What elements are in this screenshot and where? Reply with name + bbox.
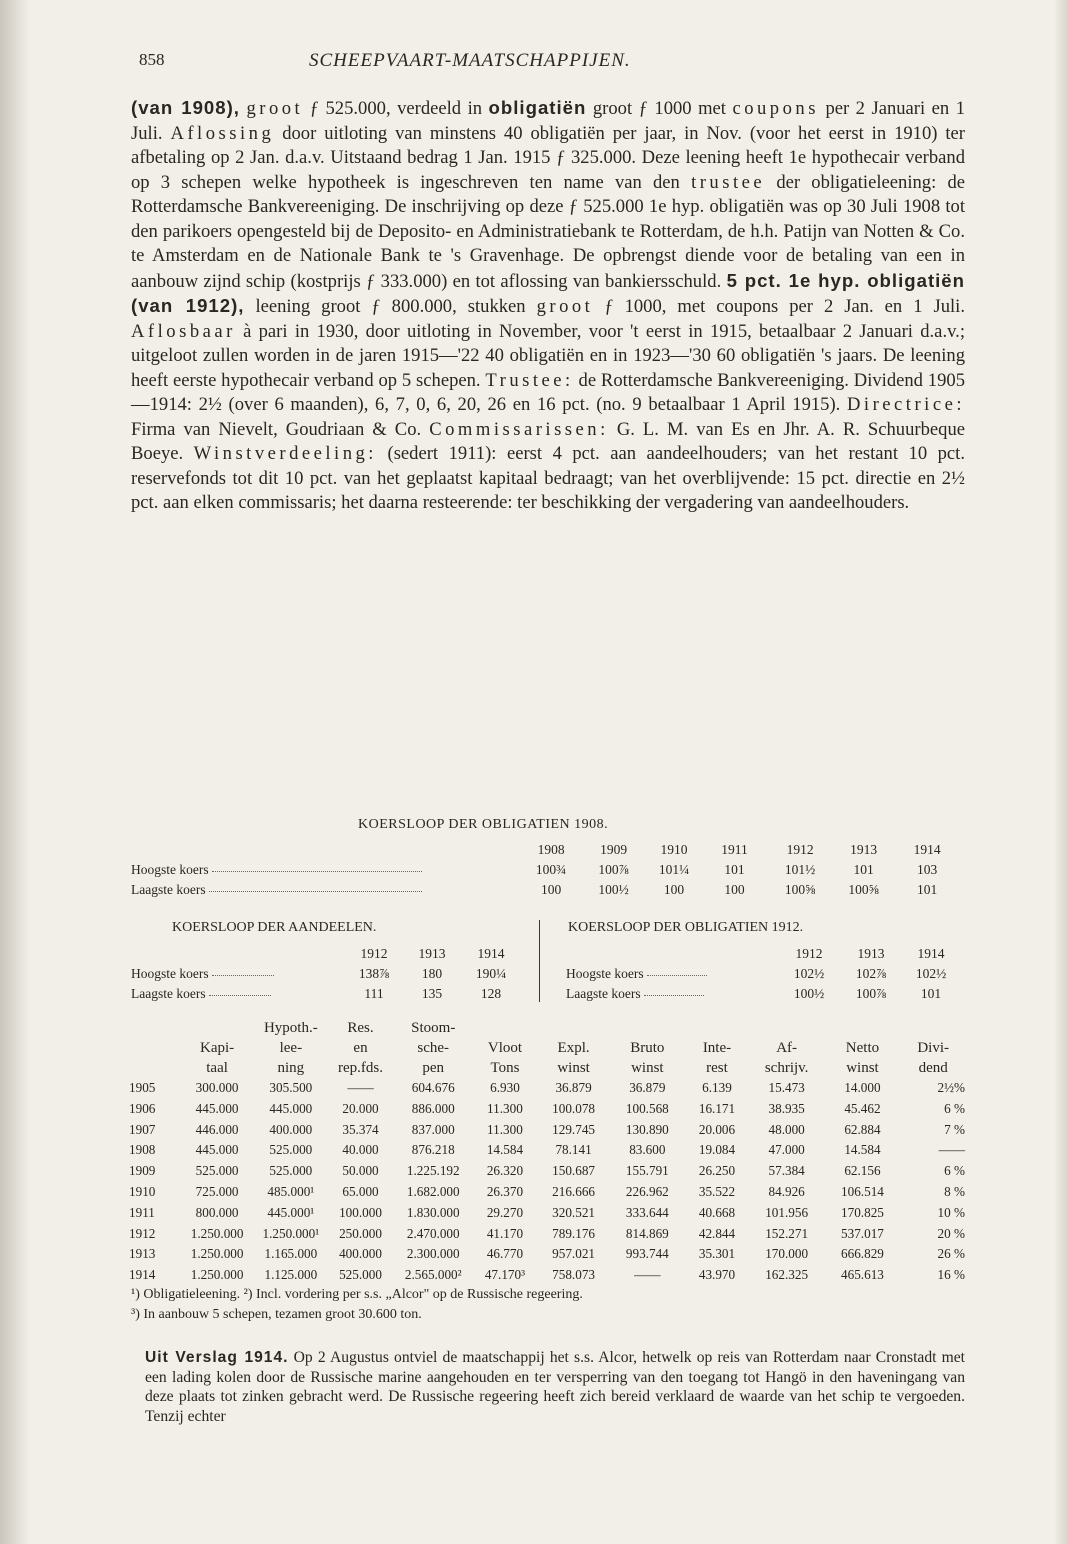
text-run: G. L. M. van Es en Jhr. A. R. Schuurbeque Boeye. (131, 418, 965, 464)
table-cell: 101¼ (658, 862, 690, 877)
text-run: ƒ 1000, met coupons per 2 Jan. en 1 Juli. (604, 296, 965, 317)
text-run: per 2 Januari en 1 Juli. (131, 98, 965, 144)
text-run: Firma van Nievelt, Goudriaan & Co. (131, 418, 422, 440)
table-cell: 2½% (937, 1080, 965, 1095)
column-header: schrijv. (764, 1060, 809, 1076)
column-header: Stoom- (411, 1020, 456, 1036)
table-header-row (129, 1058, 965, 1078)
table-header-row (129, 1038, 965, 1058)
table-cell: 20 % (937, 1225, 965, 1241)
table-cell: 250.000 (339, 1225, 382, 1241)
table-cell: 162.325 (765, 1267, 809, 1283)
leader-dots (209, 994, 271, 996)
table-cell: 100 (540, 882, 562, 897)
table-cell: 170.825 (841, 1204, 884, 1220)
table-cell: 36.879 (629, 1080, 666, 1095)
table-cell: 101 (724, 862, 745, 877)
year-cell: 1907 (129, 1121, 156, 1137)
table-cell: 29.270 (486, 1204, 524, 1220)
year-cell: 1912 (129, 1225, 156, 1241)
table-cell: 1.165.000 (264, 1246, 318, 1262)
bold-term: obligatiën (488, 97, 587, 118)
page-edge-shadow (1054, 0, 1068, 1544)
table-row (129, 1224, 965, 1245)
table-cell: 111 (364, 986, 384, 1001)
table-cell: 604.676 (411, 1080, 455, 1095)
spaced-term: Aflossing (170, 122, 275, 144)
text-run: door uitloting van minstens 40 obligatiën per jaar, in Nov. (voor het eerst in 1910) ter afbetaling op 2 Jan. d.a.v. Uitstaand bedrag 1 Jan. 1915 ƒ 325.000. Deze leening heeft 1e hypothecair verband op 3 schepen welke hypotheek is ingeschreven ten name van den (131, 122, 965, 193)
table-cell: 130.890 (625, 1121, 669, 1137)
year-header: 1914 (477, 946, 505, 961)
table-cell: 78.141 (555, 1142, 592, 1158)
table-cell: 57.384 (768, 1163, 805, 1179)
table-cell: 100½ (598, 882, 629, 897)
page-number: 858 (139, 50, 165, 69)
table-cell: 100⅞ (598, 862, 629, 877)
column-header: Res. (347, 1020, 374, 1036)
table-cell: 1.682.000 (406, 1183, 460, 1199)
koers-oblig-1908-table (131, 840, 961, 900)
table-cell: 525.000 (195, 1163, 239, 1179)
table-cell: 216.666 (552, 1183, 595, 1199)
table-cell: 537.017 (841, 1225, 884, 1241)
column-header: rep.fds. (338, 1060, 383, 1076)
year-header: 1908 (537, 842, 565, 857)
year-cell: 1911 (129, 1204, 155, 1220)
table-cell: 84.926 (768, 1183, 805, 1199)
table-cell: 485.000¹ (267, 1183, 315, 1199)
table-cell: —— (634, 1267, 661, 1283)
table-cell: —— (347, 1080, 374, 1095)
column-header: Tons (490, 1060, 520, 1076)
table-cell: 20.006 (698, 1121, 736, 1137)
table-cell: 38.935 (768, 1100, 805, 1116)
table-cell: 100.000 (339, 1204, 382, 1220)
table-cell: 106.514 (841, 1183, 884, 1199)
row-label: Laagste koers (131, 986, 206, 1001)
year-cell: 1906 (129, 1100, 156, 1116)
leader-dots (209, 890, 422, 892)
table-cell: 65.000 (342, 1183, 379, 1199)
table-cell: 180 (421, 966, 443, 981)
table-row (129, 1078, 965, 1099)
table-cell: 100 (663, 882, 685, 897)
spaced-term: Trustee: (485, 369, 574, 391)
table-cell: 26.370 (486, 1183, 524, 1199)
table-cell: 445.000 (269, 1100, 313, 1116)
table-cell: 19.084 (698, 1142, 736, 1158)
table-cell: 83.600 (629, 1142, 666, 1158)
table-row (129, 1120, 965, 1141)
table-cell: 26.320 (486, 1163, 524, 1179)
year-header: 1912 (786, 842, 814, 857)
year-cell: 1910 (129, 1183, 156, 1199)
table-cell: 100.568 (625, 1100, 669, 1116)
page-header (139, 50, 969, 78)
table-cell: 100½ (793, 986, 825, 1001)
column-header: Af- (776, 1040, 798, 1056)
table-cell: 7 % (944, 1121, 965, 1137)
column-header (473, 1018, 537, 1038)
leader-dots (644, 994, 704, 996)
table-cell: 1.250.000 (190, 1246, 244, 1262)
table-cell: 62.156 (844, 1163, 881, 1179)
table-cell: 305.500 (269, 1080, 313, 1095)
annual-report-paragraph (145, 1348, 965, 1426)
table-cell: 1.250.000¹ (262, 1225, 320, 1241)
table-cell: 6 % (944, 1163, 965, 1179)
column-header (750, 1018, 824, 1038)
table-cell: 20.000 (342, 1100, 379, 1116)
column-header: Kapi- (200, 1040, 235, 1056)
table-cell: 6.930 (490, 1080, 520, 1095)
book-binding-shadow (0, 0, 30, 1544)
year-header: 1913 (418, 946, 446, 961)
spaced-term: Directrice: (847, 394, 965, 415)
table-cell: 190¼ (475, 966, 507, 981)
table-cell: 445.000 (195, 1100, 239, 1116)
spaced-term: Commissarissen: (429, 418, 609, 440)
year-header: 1912 (795, 946, 823, 961)
table-cell: 48.000 (768, 1121, 805, 1137)
table-cell: 525.000 (269, 1163, 313, 1179)
table-cell: 465.613 (841, 1267, 884, 1283)
table-cell: 2.300.000 (406, 1246, 460, 1262)
table-cell: 35.522 (698, 1183, 736, 1199)
column-header: dend (918, 1060, 948, 1076)
table-cell: 6.139 (702, 1080, 732, 1095)
koers-aandeelen-table (131, 944, 521, 1004)
table-cell: 16.171 (698, 1100, 736, 1116)
spaced-term: Aflosbaar (131, 320, 236, 342)
table-cell: 886.000 (411, 1100, 455, 1116)
year-header: 1911 (721, 842, 748, 857)
column-header: winst (846, 1060, 879, 1076)
financial-summary-table (129, 1018, 965, 1286)
table-cell: 400.000 (339, 1246, 382, 1262)
table-row (131, 984, 521, 1004)
spaced-term: groot (246, 98, 304, 119)
table-cell: 101 (920, 986, 942, 1001)
row-label: Hoogste koers (131, 966, 209, 981)
table-cell: 725.000 (195, 1183, 239, 1199)
text-run: ƒ 525.000, verdeeld in (309, 98, 483, 119)
paragraph-text: Op 2 Augustus ontviel de maatschappij het s.s. Alcor, hetwelk op reis van Rotterdam naar Cronstadt met een lading kolen door de Russische marine aangehouden en ter versperring van den toegang tot Hangö in den haveningang van deze plaats tot zinken gebracht werd. De Russische regeering heeft zich bereid verklaard de waarde van het schip te vergoeden. Tenzij echter (145, 1349, 965, 1425)
body-paragraph (131, 96, 965, 516)
table-cell: 135 (421, 986, 443, 1001)
table-cell: 138⅞ (358, 966, 390, 981)
table-row (129, 1161, 965, 1182)
table-header-row (566, 944, 960, 964)
table-cell: 36.879 (555, 1080, 592, 1095)
table-cell: 11.300 (487, 1121, 523, 1137)
text-run: de Rotterdamsche Bankvereeniging. Dividend 1905—1914: 2½ (over 6 maanden), 6, 7, 0, 6, 20, 26 en 16 pct. (no. 9 betaalbaar 1 April 1915). (131, 369, 965, 415)
table-cell: 758.073 (552, 1267, 595, 1283)
year-header: 1910 (660, 842, 688, 857)
table-row (129, 1203, 965, 1224)
table-row (129, 1182, 965, 1203)
column-header: winst (557, 1060, 590, 1076)
year-cell: 1909 (129, 1163, 156, 1179)
koers-oblig-1912-table (566, 944, 960, 1004)
spaced-term: coupons (732, 98, 819, 119)
table-row (566, 984, 960, 1004)
column-header: Bruto (630, 1040, 665, 1056)
table-cell: 800.000 (195, 1204, 239, 1220)
table-cell: 957.021 (552, 1246, 595, 1262)
table-footnotes (131, 1285, 965, 1325)
table-cell: 35.374 (342, 1121, 379, 1137)
text-run: leening groot ƒ 800.000, stukken (255, 296, 526, 317)
table-cell: 2.470.000 (406, 1225, 460, 1241)
table-cell: 101½ (784, 862, 816, 877)
section-label: Uit Verslag 1914. (145, 1349, 289, 1366)
year-cell: 1914 (129, 1267, 156, 1283)
table-cell: 103 (917, 862, 938, 877)
table-cell: 100¾ (535, 862, 567, 877)
year-header: 1914 (913, 842, 941, 857)
table-row (129, 1099, 965, 1120)
table-cell: 1.830.000 (406, 1204, 460, 1220)
table-cell: 128 (480, 986, 502, 1001)
column-header: winst (631, 1060, 664, 1076)
spaced-term: trustee (691, 171, 766, 193)
text-run: groot ƒ 1000 met (592, 98, 726, 119)
row-label: Laagste koers (566, 986, 641, 1001)
table-cell: 42.844 (698, 1225, 736, 1241)
table-body (129, 1078, 965, 1286)
table-cell: 45.462 (844, 1100, 881, 1116)
table-cell: 43.970 (698, 1267, 736, 1283)
table-cell: 8 % (944, 1183, 965, 1199)
table-cell: 100.078 (552, 1100, 595, 1116)
running-title: SCHEEPVAART-MAATSCHAPPIJEN. (309, 50, 631, 71)
table-cell: 14.584 (844, 1142, 881, 1158)
bold-term: 5 pct. 1e hyp. obligatiën (van 1912), (131, 269, 966, 316)
table-cell: 102½ (915, 966, 947, 981)
table-row (129, 1244, 965, 1265)
table-cell: 1.250.000 (190, 1225, 244, 1241)
footnote: ¹) Obligatieleening. ²) Incl. vordering per s.s. „Alcor" op de Russische regeering. (131, 1287, 583, 1302)
text-run: (sedert 1911): eerst 4 pct. aan aandeelhouders; van het restant 10 pct. reservefonds tot dit 10 pct. van het geplaatst kapitaal bedraagt; van het overblijvende: 15 pct. directie en 2½ pct. aan elken commissaris; het daarna resteerende: ter beschikking der vergadering van aandeelhouders. (131, 443, 965, 513)
table-header-row (131, 944, 521, 964)
column-header (824, 1018, 902, 1038)
spaced-term: groot (536, 296, 594, 317)
table-row (129, 1140, 965, 1161)
text-run: der obligatieleening: de Rotterdamsche Bankvereeniging. De inschrijving op deze ƒ 525.000 1e hyp. obligatiën was op 30 Juli 1908 tot den parikoers opengesteld bij de Deposito- en Administratiebank te Rotterdam, de h.h. Patijn van Notten & Co. te Amsterdam en de Nationale Bank te 's Gravenhage. De opbrengst diende voor de betaling van een in aanbouw zijnd schip (kostprijs ƒ 333.000) en tot aflossing van bankiersschuld. (131, 171, 965, 292)
table-cell: 35.301 (698, 1246, 736, 1262)
table-cell: 129.745 (552, 1121, 595, 1137)
table-cell: 14.584 (486, 1142, 524, 1158)
table-cell: 152.271 (765, 1225, 809, 1241)
table-cell: 1.250.000 (190, 1267, 244, 1283)
year-header: 1913 (857, 946, 885, 961)
table-cell: 876.218 (411, 1142, 455, 1158)
table-cell: 445.000 (195, 1142, 239, 1158)
table-row (566, 964, 960, 984)
bold-term: (van 1908), (131, 97, 240, 118)
table-cell: 525.000 (269, 1142, 313, 1158)
column-divider (539, 920, 540, 1002)
table-cell: 226.962 (625, 1183, 669, 1199)
table-cell: —— (938, 1142, 965, 1158)
column-header: Expl. (557, 1040, 590, 1056)
table-cell: 525.000 (339, 1267, 382, 1283)
body-text (131, 96, 965, 516)
column-header: Hypoth.- (263, 1020, 318, 1036)
year-header: 1914 (917, 946, 945, 961)
spaced-term: Winstverdeeling: (193, 443, 377, 464)
text-run: à pari in 1930, door uitloting in November, voor 't eerst in 1915, betaalbaar 2 Januari d.a.v.; uitgeloot zullen worden in de jaren 1915—'22 40 obligatiën en in 1923—'30 60 obligatiën 's jaars. De leening heeft eerste hypothecair verband op 5 schepen. (131, 320, 965, 391)
column-header: Netto (845, 1040, 880, 1056)
table-cell: 47.170³ (484, 1267, 526, 1283)
table-cell: 46.770 (486, 1246, 524, 1262)
table-cell: 814.869 (625, 1225, 669, 1241)
year-header: 1909 (600, 842, 628, 857)
table-cell: 10 % (937, 1204, 965, 1220)
column-header: Vloot (487, 1040, 523, 1056)
leader-dots (212, 974, 274, 976)
table-title-oblig-1908: KOERSLOOP DER OBLIGATIEN 1908. (358, 817, 609, 832)
table-cell: 102⅞ (855, 966, 887, 981)
table-cell: 100 (724, 882, 745, 897)
table-cell: 40.668 (698, 1204, 736, 1220)
table-row (131, 860, 961, 880)
table-cell: 40.000 (342, 1142, 379, 1158)
table-cell: 155.791 (625, 1163, 669, 1179)
table-cell: 101 (917, 882, 938, 897)
table-cell: 41.170 (486, 1225, 524, 1241)
year-cell: 1905 (129, 1080, 156, 1095)
table-cell: 15.473 (768, 1080, 805, 1095)
table-cell: 16 % (937, 1267, 965, 1283)
table-cell: 400.000 (269, 1121, 313, 1137)
column-header: lee- (279, 1040, 303, 1056)
footnote: ³) In aanbouw 5 schepen, tezamen groot 30.600 ton. (131, 1307, 422, 1322)
table-cell: 1.125.000 (264, 1267, 318, 1283)
table-cell: 789.176 (552, 1225, 595, 1241)
table-cell: 101.956 (765, 1204, 809, 1220)
year-header: 1912 (360, 946, 388, 961)
table-cell: 100⅝ (848, 882, 879, 897)
row-label: Hoogste koers (566, 966, 644, 981)
year-header: 1913 (850, 842, 878, 857)
table-cell: 666.829 (841, 1246, 884, 1262)
table-cell: 993.744 (625, 1246, 669, 1262)
year-cell: 1908 (129, 1142, 156, 1158)
table-cell: 1.225.192 (406, 1163, 460, 1179)
column-header: taal (206, 1060, 228, 1076)
table-cell: 837.000 (411, 1121, 455, 1137)
column-header: Inte- (702, 1040, 732, 1056)
column-header (684, 1018, 750, 1038)
table-header (129, 1018, 965, 1078)
column-header: rest (706, 1060, 728, 1076)
table-cell: 101 (853, 862, 874, 877)
table-cell: 300.000 (195, 1080, 239, 1095)
table-cell: 445.000¹ (267, 1204, 315, 1220)
table-cell: 100⅝ (784, 882, 816, 897)
column-header (180, 1018, 254, 1038)
row-label: Hoogste koers (131, 862, 209, 877)
column-header: Divi- (917, 1040, 950, 1056)
table-cell: 102½ (793, 966, 825, 981)
row-label: Laagste koers (131, 882, 206, 897)
leader-dots (212, 870, 422, 872)
table-cell: 333.644 (625, 1204, 669, 1220)
table-cell: 446.000 (195, 1121, 239, 1137)
column-header: ning (277, 1060, 305, 1076)
table-row (131, 964, 521, 984)
column-header: sche- (417, 1040, 450, 1056)
column-header: pen (422, 1060, 445, 1076)
column-header (901, 1018, 965, 1038)
table-row (131, 880, 961, 900)
table-cell: 2.565.000² (404, 1267, 462, 1283)
table-cell: 50.000 (342, 1163, 379, 1179)
table-cell: 6 % (944, 1100, 965, 1116)
table-header-row (129, 1018, 965, 1038)
table-cell: 170.000 (765, 1246, 809, 1262)
table-row (129, 1265, 965, 1286)
table-cell: 47.000 (768, 1142, 805, 1158)
table-header-row (131, 840, 961, 860)
table-cell: 320.521 (552, 1204, 595, 1220)
year-cell: 1913 (129, 1246, 156, 1262)
table-cell: 26 % (937, 1246, 965, 1262)
column-header (610, 1018, 684, 1038)
table-title-oblig-1912: KOERSLOOP DER OBLIGATIEN 1912. (568, 920, 804, 935)
table-cell: 26.250 (698, 1163, 736, 1179)
table-cell: 150.687 (552, 1163, 595, 1179)
table-title-aandeelen: KOERSLOOP DER AANDEELEN. (172, 920, 377, 935)
table-cell: 62.884 (844, 1121, 881, 1137)
leader-dots (647, 974, 707, 976)
table-cell: 100⅞ (855, 986, 887, 1001)
column-header: en (353, 1040, 368, 1056)
column-header (537, 1018, 611, 1038)
table-cell: 11.300 (487, 1100, 523, 1116)
table-cell: 14.000 (844, 1080, 881, 1095)
